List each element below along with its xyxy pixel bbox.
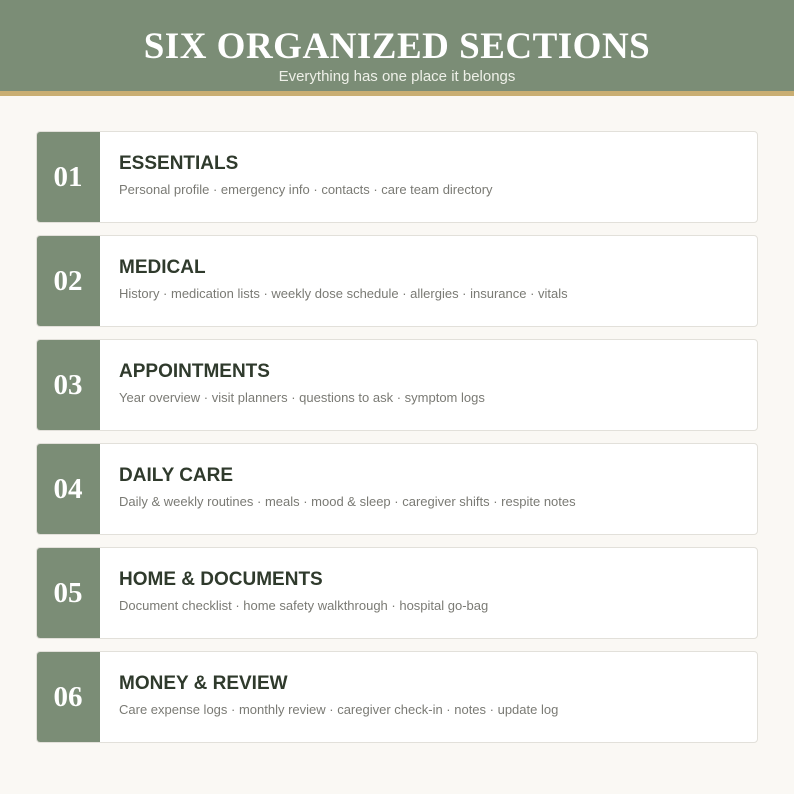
section-number-block: [36, 443, 100, 535]
section-number: 05: [53, 576, 83, 609]
section-number-block: [36, 547, 100, 639]
section-title: MEDICAL: [119, 257, 206, 278]
section-description: Daily & weekly routines · meals · mood & sleep · caregiver shifts · respite notes: [119, 494, 576, 509]
section-card-money-review: [36, 651, 758, 743]
section-description: Care expense logs · monthly review · caregiver check-in · notes · update log: [119, 702, 559, 717]
section-description: Personal profile · emergency info · contacts · care team directory: [119, 182, 493, 197]
section-card-home-documents: [36, 547, 758, 639]
section-card-daily-care: [36, 443, 758, 535]
section-number-block: [36, 651, 100, 743]
section-description: Document checklist · home safety walkthrough · hospital go-bag: [119, 598, 489, 613]
section-description: Year overview · visit planners · questions to ask · symptom logs: [119, 390, 485, 405]
section-number: 06: [53, 680, 83, 713]
section-card-appointments: [36, 339, 758, 431]
section-number-block: [36, 131, 100, 223]
section-title: HOME & DOCUMENTS: [119, 569, 323, 590]
section-title: DAILY CARE: [119, 465, 234, 486]
section-number: 01: [53, 160, 83, 193]
section-title: ESSENTIALS: [119, 153, 239, 174]
section-description: History · medication lists · weekly dose schedule · allergies · insurance · vitals: [119, 286, 568, 301]
section-card-medical: [36, 235, 758, 327]
section-number: 03: [53, 368, 83, 401]
section-number-block: [36, 339, 100, 431]
page-subtitle: Everything has one place it belongs: [278, 68, 516, 85]
section-number-block: [36, 235, 100, 327]
section-title: APPOINTMENTS: [119, 361, 270, 382]
section-number: 04: [53, 472, 83, 505]
section-title: MONEY & REVIEW: [119, 673, 288, 694]
page-title: SIX ORGANIZED SECTIONS: [143, 26, 651, 67]
section-number: 02: [53, 264, 83, 297]
header-accent-stripe: [0, 91, 794, 96]
section-card-essentials: [36, 131, 758, 223]
sections-list: [36, 131, 758, 755]
